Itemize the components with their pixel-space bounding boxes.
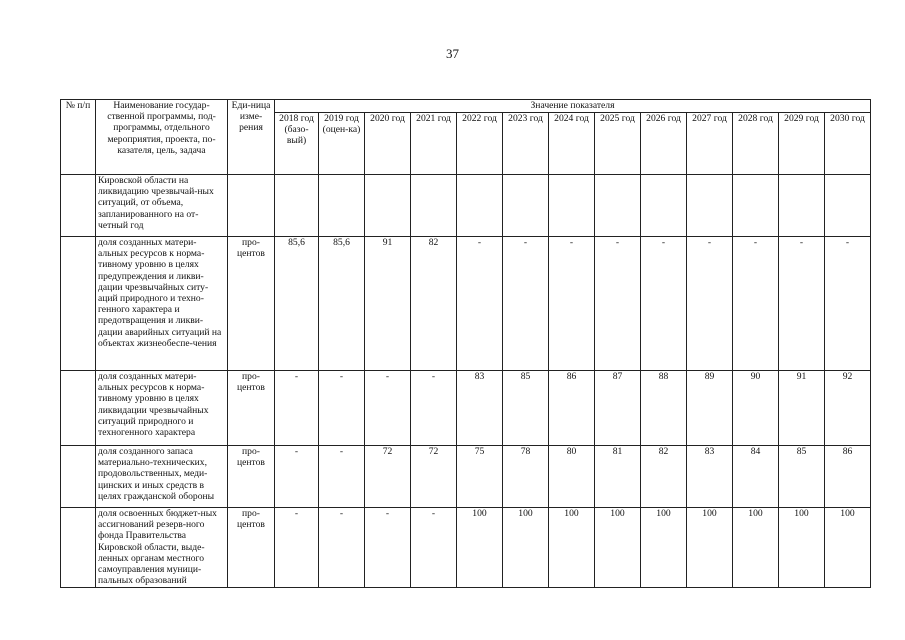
value-cell: 81 [595, 446, 641, 508]
value-cell: 100 [641, 508, 687, 588]
value-cell [411, 175, 457, 237]
value-cell: - [319, 508, 365, 588]
value-cell: 82 [641, 446, 687, 508]
value-cell: 100 [687, 508, 733, 588]
value-cell: 100 [825, 508, 871, 588]
value-cell [503, 175, 549, 237]
header-year: 2018 год (базо-вый) [275, 113, 319, 175]
header-year: 2019 год (оцен-ка) [319, 113, 365, 175]
value-cell: 72 [411, 446, 457, 508]
value-cell: - [275, 371, 319, 446]
row-number-cell [61, 237, 96, 371]
indicator-name-cell: Кировской области на ликвидацию чрезвычай-ных ситуаций, от объема, запланированного на от-четный год [96, 175, 228, 237]
value-cell: 87 [595, 371, 641, 446]
header-name: Наименование государ-ственной программы, под-программы, отдельного мероприятия, проекта, по-казателя, цель, задача [96, 100, 228, 175]
unit-cell: про-центов [228, 237, 275, 371]
value-cell [275, 175, 319, 237]
header-year: 2024 год [549, 113, 595, 175]
value-cell: 85,6 [275, 237, 319, 371]
value-cell: 86 [825, 446, 871, 508]
value-cell: - [319, 446, 365, 508]
header-year: 2027 год [687, 113, 733, 175]
value-cell [733, 175, 779, 237]
row-number-cell [61, 175, 96, 237]
table-row [61, 371, 871, 446]
value-cell: 90 [733, 371, 779, 446]
value-cell: 91 [779, 371, 825, 446]
value-cell: - [411, 371, 457, 446]
row-number-cell [61, 508, 96, 588]
value-cell: 100 [733, 508, 779, 588]
value-cell: 88 [641, 371, 687, 446]
value-cell: - [275, 446, 319, 508]
value-cell: 86 [549, 371, 595, 446]
indicator-name-cell: доля созданного запаса материально-технических, продовольственных, меди-цинских и иных средств в целях гражданской обороны [96, 446, 228, 508]
value-cell [779, 175, 825, 237]
value-cell: - [825, 237, 871, 371]
value-cell: 83 [457, 371, 503, 446]
value-cell: 92 [825, 371, 871, 446]
value-cell: - [687, 237, 733, 371]
header-year: 2023 год [503, 113, 549, 175]
value-cell: 75 [457, 446, 503, 508]
value-cell: - [411, 508, 457, 588]
value-cell: 85 [779, 446, 825, 508]
unit-cell: про-центов [228, 508, 275, 588]
value-cell [365, 175, 411, 237]
value-cell: 78 [503, 446, 549, 508]
value-cell [641, 175, 687, 237]
table-header [61, 100, 871, 175]
header-num: № п/п [61, 100, 96, 175]
value-cell: - [457, 237, 503, 371]
value-cell: 72 [365, 446, 411, 508]
value-cell: 80 [549, 446, 595, 508]
value-cell: - [275, 508, 319, 588]
value-cell: 89 [687, 371, 733, 446]
value-cell: - [641, 237, 687, 371]
value-cell: 83 [687, 446, 733, 508]
table-row [61, 508, 871, 588]
value-cell: - [595, 237, 641, 371]
indicator-name-cell: доля созданных матери-альных ресурсов к норма-тивному уровню в целях ликвидации чрезвычайных ситуаций природного и техногенного характера [96, 371, 228, 446]
table-row [61, 175, 871, 237]
table-row [61, 237, 871, 371]
header-year: 2029 год [779, 113, 825, 175]
value-cell: 100 [595, 508, 641, 588]
header-year: 2026 год [641, 113, 687, 175]
value-cell [457, 175, 503, 237]
value-cell: 91 [365, 237, 411, 371]
value-cell [595, 175, 641, 237]
indicator-table-wrapper [60, 99, 871, 588]
header-indicator-value: Значение показателя [275, 100, 871, 113]
row-number-cell [61, 446, 96, 508]
unit-cell: про-центов [228, 371, 275, 446]
indicator-name-cell: доля созданных матери-альных ресурсов к норма-тивному уровню в целях предупреждения и ликви-дации чрезвычайных ситу-аций природного и техно-генного характера и предотвращения и ликви-дации аварийных ситуаций на объектах жизнеобеспе-чения [96, 237, 228, 371]
value-cell: 85,6 [319, 237, 365, 371]
value-cell: - [365, 508, 411, 588]
header-year: 2025 год [595, 113, 641, 175]
header-year: 2021 год [411, 113, 457, 175]
unit-cell: про-центов [228, 446, 275, 508]
page-number: 37 [446, 46, 459, 61]
value-cell: 100 [503, 508, 549, 588]
table-row [61, 446, 871, 508]
table-body [61, 175, 871, 588]
value-cell: 82 [411, 237, 457, 371]
value-cell: - [549, 237, 595, 371]
value-cell: - [779, 237, 825, 371]
value-cell [687, 175, 733, 237]
header-year: 2020 год [365, 113, 411, 175]
unit-cell [228, 175, 275, 237]
value-cell: 100 [457, 508, 503, 588]
value-cell: 84 [733, 446, 779, 508]
value-cell: 85 [503, 371, 549, 446]
value-cell: - [503, 237, 549, 371]
indicator-table [60, 99, 871, 588]
value-cell [825, 175, 871, 237]
indicator-name-cell: доля освоенных бюджет-ных ассигнований резерв-ного фонда Правительства Кировской области, выде-ленных органам местного самоуправления муници-пальных образований [96, 508, 228, 588]
row-number-cell [61, 371, 96, 446]
value-cell: 100 [549, 508, 595, 588]
value-cell: - [319, 371, 365, 446]
value-cell: - [733, 237, 779, 371]
value-cell: 100 [779, 508, 825, 588]
value-cell [549, 175, 595, 237]
header-year: 2028 год [733, 113, 779, 175]
header-year: 2030 год [825, 113, 871, 175]
header-year: 2022 год [457, 113, 503, 175]
value-cell: - [365, 371, 411, 446]
header-unit: Еди-ница изме-рения [228, 100, 275, 175]
value-cell [319, 175, 365, 237]
